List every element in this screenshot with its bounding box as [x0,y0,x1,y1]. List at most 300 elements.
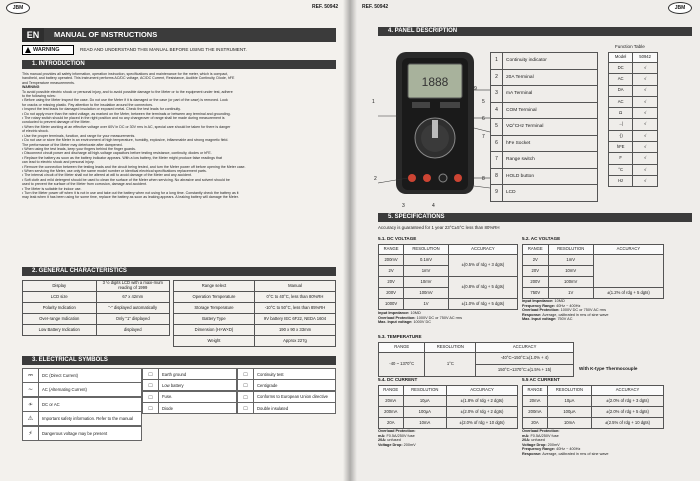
symbol-icon: □ [238,380,254,390]
panel-callout-3: 3 [402,203,405,209]
spec-note-key: Response: [522,451,542,456]
hfe-socket [440,102,460,108]
spec-note-value: 200mV [546,442,560,447]
spec-note-value: F0.5A/250V fuse [529,433,559,438]
spec-note-value: 1000V DC [412,320,431,325]
spec-range: 20V [523,266,549,277]
temp-range: -40 ~ 1370°C [379,353,425,377]
panel-items-table [490,52,598,202]
intro-line: • Replace the battery as soon as the battery indicator appears. With a low battery, the Meter might produce false readings that [22,155,222,160]
spec-note-value: F0.5A/250V fuse [385,433,415,438]
symbol-icon: □ [143,403,159,413]
symbol-row [237,368,336,380]
spec-accuracy: ±(2.0% of rdg + 3 dgts) [592,396,664,407]
function-check: √ [633,96,658,107]
symbols-column [22,368,142,440]
temp-note: With K-type Thermocouple [579,366,638,371]
intro-line: • Soft cloth and mild detergent should be used to clean the surface of the Meter when servicing. No abrasive and solvent should be [22,177,230,182]
symbols-grid [22,368,336,444]
symbol-row [22,426,142,441]
intro-line: conducted to prevent damage of the Meter. [22,120,91,125]
function-row [609,85,658,96]
symbols-title: 3. ELECTRICAL SYMBOLS [22,356,336,365]
intro-line: • The rotary switch should be placed in the right position and no any changeover of range shall be made during measurement is [22,116,225,121]
spec-resolution: 1mV [404,266,449,277]
acv-table [522,244,664,299]
warning-triangle-icon [25,47,31,53]
intro-line: This manual provides all safety information, operation instruction, specifications and maintenance for the meter, which is compact, [22,72,229,76]
general-value: 0°C to 40°C, less than 80%RH [255,292,336,303]
aca-table [522,385,664,429]
warning-text: READ AND UNDERSTAND THIS MANUAL BEFORE USING THE INSTRUMENT. [80,47,247,52]
panel-item-row [491,86,598,103]
panel-callout-1: 1 [372,99,375,105]
symbol-icon: ∼ [23,383,39,396]
brand-logo-right: JBM [668,2,692,14]
symbol-row [237,391,336,403]
function-name: Hz [609,175,633,186]
function-name: DC [609,63,633,74]
function-check: √ [633,119,658,130]
panel-title: 4. PANEL DESCRIPTION [378,27,692,36]
panel-item-label: mA Terminal [503,86,598,103]
general-row [174,325,336,336]
symbol-label: DC or AC [42,401,60,407]
spec-row [379,299,518,310]
general-row [174,303,336,314]
function-name: →| [609,119,633,130]
spec-note-line [522,452,608,457]
general-label: Storage Temperature [174,303,255,314]
spec-range: 20A [379,418,404,429]
temp-title: 5.3. TEMPERATURE [378,334,422,339]
panel-item-row [491,135,598,152]
accuracy-note: Accuracy is guaranteed for 1 year 23°C±5°C less than 80%RH [378,225,500,230]
spec-range: 750V [523,288,549,299]
spec-range: 20V [379,277,404,288]
symbol-label: Fuse. [162,394,173,400]
function-row [609,175,658,186]
general-label: Range select [174,281,255,292]
symbol-label: Dangerous voltage may be present [42,430,108,436]
panel-item-row [491,119,598,136]
general-value: 190 x 90 x 33mm [255,325,336,336]
general-value: Approx 227g [255,336,336,347]
spec-resolution: 10mA [403,418,447,429]
symbol-label: Diode [162,405,173,411]
ref-number: REF. 50942 [312,4,339,10]
general-label: LCD size [23,292,97,303]
terminal-ma [423,174,431,182]
function-name: AC [609,74,633,85]
ref-number-right: REF. 50942 [362,4,389,10]
symbol-label: Centigrade [257,382,278,388]
dca-title: 5.4. DC CURRENT [378,377,418,382]
function-row [609,108,658,119]
general-value: "-" displayed automatically [96,303,170,314]
intro-line: • Do not use or store the Meter in an environment of high temperature, humidity, explosive, inflammable and strong magnetic field. [22,138,229,143]
spec-resolution: 10μA [403,396,447,407]
symbol-icon: □ [238,392,254,402]
spec-range: 200mA [523,407,548,418]
spec-header-row [379,245,518,255]
spec-accuracy: ±(2.0% of rdg + 5 dgts) [592,407,664,418]
intro-line: • Use the proper terminals, function, and range for your measurements. [22,133,136,138]
symbol-row [22,397,142,412]
panel-item-label: hFe Socket [503,135,598,152]
spec-note-value: 750V AC [556,317,573,322]
function-name: DA [609,85,633,96]
spec-header-cell: RANGE [523,245,549,255]
spec-note-value: 1000V DC or 750V AC rms [415,315,462,320]
terminal-com [439,174,447,182]
symbol-label: Earth ground [162,371,187,377]
panel-item-number: 7 [491,152,503,169]
spec-range: 20mA [523,396,548,407]
function-row [609,164,658,175]
spec-header-row [379,386,518,396]
temp-header-cell: RANGE [379,343,425,353]
panel-item-row [491,102,598,119]
general-value: Manual [255,281,336,292]
symbol-icon: □ [143,392,159,402]
dca-table [378,385,518,429]
spec-note-line [378,320,462,325]
function-row [609,142,658,153]
intro-line: • Disconnect circuit power and discharge all high-voltage capacitors before testing resistance, continuity, diodes or hFE. [22,151,212,156]
spec-header-cell: ACCURACY [592,386,664,396]
intro-line: may leak when it has been using for some time, replace the battery as soon as leaking appears. A leaking battery will damage the Meter. [22,195,239,200]
spec-resolution: 10mV [404,277,449,288]
spec-range: 200mA [379,407,404,418]
spec-resolution: 10mV [548,266,593,277]
symbol-icon: □ [238,369,254,379]
spec-header-cell: RESOLUTION [403,386,447,396]
function-check: √ [633,175,658,186]
page-gutter [343,0,357,481]
spec-row [523,407,664,418]
spec-row [379,418,518,429]
spec-row [523,255,664,266]
spec-note-key: Frequency Range: [522,303,556,308]
spec-accuracy: ±(0.8% of rdg + 5 dgts) [448,277,517,299]
acv-notes [522,299,608,322]
symbol-label: Low battery [162,382,184,388]
spec-note-key: Max. Input voltage: [522,317,557,322]
spec-resolution: 1mV [548,255,593,266]
spec-note-key: Input Impedance: [522,299,554,303]
symbol-row [237,379,336,391]
function-check: √ [633,130,658,141]
panel-callout-4: 4 [432,203,435,209]
panel-item-number: 1 [491,53,503,70]
spec-note-key: Overload Protection: [378,429,416,433]
general-label: Polarity Indication [23,303,97,314]
intro-line: • Inspect the test leads for damaged insulation or exposed metal. Check the test leads for continuity. [22,107,181,112]
symbol-label: Conforms to European Union directive [257,394,328,400]
panel-item-number: 6 [491,135,503,152]
general-label: Low Battery Indication [23,325,97,336]
function-row [609,74,658,85]
spec-range: 200V [379,288,404,299]
spec-note-value: 200mV [402,442,416,447]
spec-row [523,396,664,407]
general-label: Weight [174,336,255,347]
function-caption: Function Table [615,44,645,49]
function-check: √ [633,108,658,119]
spec-range: 1000V [379,299,404,310]
warning-badge [22,45,74,55]
symbol-label: Continuity test [257,371,284,377]
panel-item-row [491,168,598,185]
function-check: √ [633,164,658,175]
symbol-row [22,368,142,383]
general-value: displayed [96,325,170,336]
symbol-icon: ≁ [23,398,39,411]
intro-line: The performance of the Meter may deteriorate after dampened. [22,142,123,147]
function-row [609,119,658,130]
spec-note-key: Max. Input voltage: [378,320,413,325]
panel-item-label: HOLD button [503,168,598,185]
general-table-left [22,280,170,336]
panel-item-label: Range switch [503,152,598,169]
intro-line: • Turn the Meter power off when it is not in use and take out the battery when not using for a long time. Constantly check the battery as it [22,190,239,195]
general-value: Only "1" displayed [96,314,170,325]
spec-range: 20A [523,418,548,429]
general-label: Over-range Indication [23,314,97,325]
intro-line: to the following rules: [22,94,56,99]
panel-item-label: LCD [503,185,598,202]
temp-accuracy: 150°C~1370°C:±(1.5% + 15) [476,365,574,377]
spec-note-key: Voltage Drop: [378,442,403,447]
multimeter-illustration [378,50,490,200]
spec-accuracy: ±(1.8% of rdg + 2 dgts) [447,396,518,407]
spec-note-value: 40Hz ~ 400Hz [555,447,581,452]
general-row [23,303,170,314]
function-check: √ [633,142,658,153]
general-value: 67 x 42mm [96,292,170,303]
symbol-row [142,402,237,414]
general-row [174,292,336,303]
symbol-label: AC (Alternating Current) [42,387,87,393]
function-header-cell: 50942 [633,53,658,63]
dcv-title: 5.1. DC VOLTAGE [378,236,417,241]
panel-item-number: 8 [491,168,503,185]
spec-note-value: 10MΩ [409,311,421,315]
svg-text:1888: 1888 [421,75,449,89]
function-name: ·)) [609,130,633,141]
spec-note-key: Input Impedance: [378,311,410,315]
spec-resolution: 100μA [547,407,591,418]
general-value: 3 ½ digits LCD with a maxi-mum reading of 1999 [96,281,170,292]
spec-range: 2V [523,255,549,266]
temp-header-cell: RESOLUTION [425,343,476,353]
spec-header-cell: RANGE [379,245,404,255]
spec-accuracy: ±(2.0% of rdg + 2 dgts) [447,407,518,418]
brand-logo: JBM [6,2,30,14]
spec-row [379,407,518,418]
spec-header-cell: RESOLUTION [547,386,591,396]
terminal-20a [408,174,416,182]
symbol-row [237,402,336,414]
panel-item-row [491,53,598,70]
intro-line: • Remove the connection between the testing leads and the circuit being tested, and turn the Meter power off before opening the Meter case. [22,164,246,169]
spec-note-key: Frequency Range: [522,447,556,452]
symbol-row [142,379,237,391]
function-row [609,63,658,74]
function-row [609,130,658,141]
right-page [350,0,700,481]
function-name: Ω [609,108,633,119]
panel-callout-9: 9 [474,86,477,92]
spec-header-cell: RANGE [379,386,404,396]
intro-line: handheld, and battery operated. This instrument performs AC/DC voltage, AC/DC Current, Resistance, Audible Continuity, Diode, hFE [22,76,235,81]
panel-item-row [491,185,598,202]
symbol-row [22,382,142,397]
spec-resolution: 10μA [547,396,591,407]
spec-row [523,288,664,299]
general-row [174,281,336,292]
symbol-icon: ⚡ [23,427,39,440]
spec-header-cell: RESOLUTION [548,245,593,255]
spec-header-cell: ACCURACY [593,245,663,255]
spec-note-key: mA: [378,433,386,438]
panel-callout-6: 6 [482,116,485,122]
function-header-row [609,53,658,63]
intro-line: • When servicing the Meter, use only the same model number or identical electrical specifications replacement parts. [22,168,207,173]
spec-header-row [523,386,664,396]
function-name: AC [609,96,633,107]
spec-row [523,418,664,429]
symbol-icon: ⎓ [23,369,39,382]
spec-note-key: 20A: [378,438,387,443]
intro-line: can lead to electric shock and personal injury. [22,160,95,165]
panel-item-row [491,152,598,169]
general-row [174,314,336,325]
spec-resolution: 10mA [547,418,591,429]
temp-header-row [379,343,574,353]
spec-accuracy: ±(2.0% of rdg + 10 dgts) [447,418,518,429]
function-name: °C [609,164,633,175]
spec-note-value: 1000V DC or 750V AC rms [559,308,606,313]
general-value: -10°C to 50°C, less than 85%RH [255,303,336,314]
spec-note-key: Voltage Drop: [522,442,547,447]
panel-callout-5: 5 [482,99,485,105]
temp-resolution: 1°C [425,353,476,377]
dcv-notes [378,311,462,325]
panel-item-number: 4 [491,102,503,119]
function-row [609,96,658,107]
symbol-icon: □ [143,380,159,390]
intro-line: • The internal circuit of the Meter shall not be altered at will to avoid damage of the Meter and any accident. [22,173,192,178]
intro-body [22,72,336,200]
spec-accuracy: ±(1.0% of rdg + 5 dgts) [448,299,517,310]
spec-accuracy: ±(0.5% of rdg + 3 dgts) [448,255,517,277]
intro-line: for cracks or missing plastic. Pay attention to the insulation around the connectors. [22,102,154,107]
intro-line: • When using the test leads, keep your fingers behind the finger guards. [22,146,136,151]
panel-item-label: 20A Terminal [503,69,598,86]
spec-note-line [378,443,416,448]
general-row [23,281,170,292]
general-row [23,325,170,336]
symbol-icon: □ [143,369,159,379]
intro-line: • Before using the Meter inspect the case. Do not use the Meter if it is damaged or the case (or part of the case) is removed. Look [22,98,228,103]
dca-notes [378,429,416,447]
function-check: √ [633,63,658,74]
panel-item-label: COM Terminal [503,102,598,119]
general-label: Operation Temperature [174,292,255,303]
symbols-column [142,368,237,414]
spec-row [379,396,518,407]
spec-resolution: 100mV [404,288,449,299]
spec-note-key: Overload Protection: [522,429,560,433]
spec-resolution: 100mV [548,277,593,288]
dcv-table [378,244,518,310]
intro-title: 1. INTRODUCTION [22,60,336,69]
spec-range: 200mV [379,255,404,266]
symbol-label: Double insulated [257,405,289,411]
intro-line: • Do not apply more than the rated voltage, as marked on the Meter, between the terminals or between any terminal and grounding. [22,111,231,116]
general-value: 9V battery IEC 6F22, NEDA 1604 [255,314,336,325]
spec-note-value: unfused [386,438,401,443]
spec-resolution: 100μA [403,407,447,418]
spec-note-key: 20A: [522,438,531,443]
spec-header-cell: RANGE [523,386,548,396]
spec-resolution: 1V [548,288,593,299]
spec-header-cell: ACCURACY [447,386,518,396]
general-row [23,314,170,325]
general-row [23,292,170,303]
symbol-row [142,391,237,403]
panel-callout-7: 7 [482,134,485,140]
spec-accuracy: ±(2.5% of rdg + 10 dgts) [592,418,664,429]
general-label: Display [23,281,97,292]
warning-badge-label: WARNING [33,47,60,53]
symbol-icon: □ [238,403,254,413]
spec-row [379,255,518,266]
function-header-cell: Model [609,53,633,63]
spec-note-value: Average, calibrated in rms of sine wave [541,451,609,456]
general-row [174,336,336,347]
intro-line: WARNING [22,85,40,90]
general-table-right [173,280,336,347]
panel-item-number: 5 [491,119,503,136]
spec-resolution: 1V [404,299,449,310]
spec-note-value: unfused [530,438,545,443]
panel-item-label: Continuity indicator [503,53,598,70]
symbol-row [22,411,142,426]
spec-range: 200V [523,277,549,288]
intro-line: To avoid possible electric shock or personal injury, and to avoid possible damage to the Meter or to the equipment under test, adhere [22,89,233,94]
panel-item-label: VΩ°CHz Terminal [503,119,598,136]
spec-note-line [522,317,608,322]
panel-item-row [491,69,598,86]
symbol-icon: ⚠ [23,412,39,425]
spec-accuracy: ±(1.2% of rdg + 5 dgts) [593,288,663,299]
spec-header-cell: ACCURACY [448,245,517,255]
intro-line: • When the Meter working at an effective voltage over 60V in DC or 30V rms in AC, special care should be taken for there is danger [22,124,231,129]
spec-note-value: 40Hz ~ 400Hz [555,303,581,308]
spec-header-row [523,245,664,255]
symbols-column [237,368,336,414]
general-label: Battery Type [174,314,255,325]
spec-range: 2V [379,266,404,277]
temp-accuracy: -40°C~150°C:±(1.0% + 4) [476,353,574,365]
spec-title: 5. SPECIFICATIONS [378,213,692,222]
panel-item-number: 3 [491,86,503,103]
spec-header-cell: RESOLUTION [404,245,449,255]
intro-line: used to prevent the surface of the Meter from corrosion, damage and accident. [22,182,148,187]
